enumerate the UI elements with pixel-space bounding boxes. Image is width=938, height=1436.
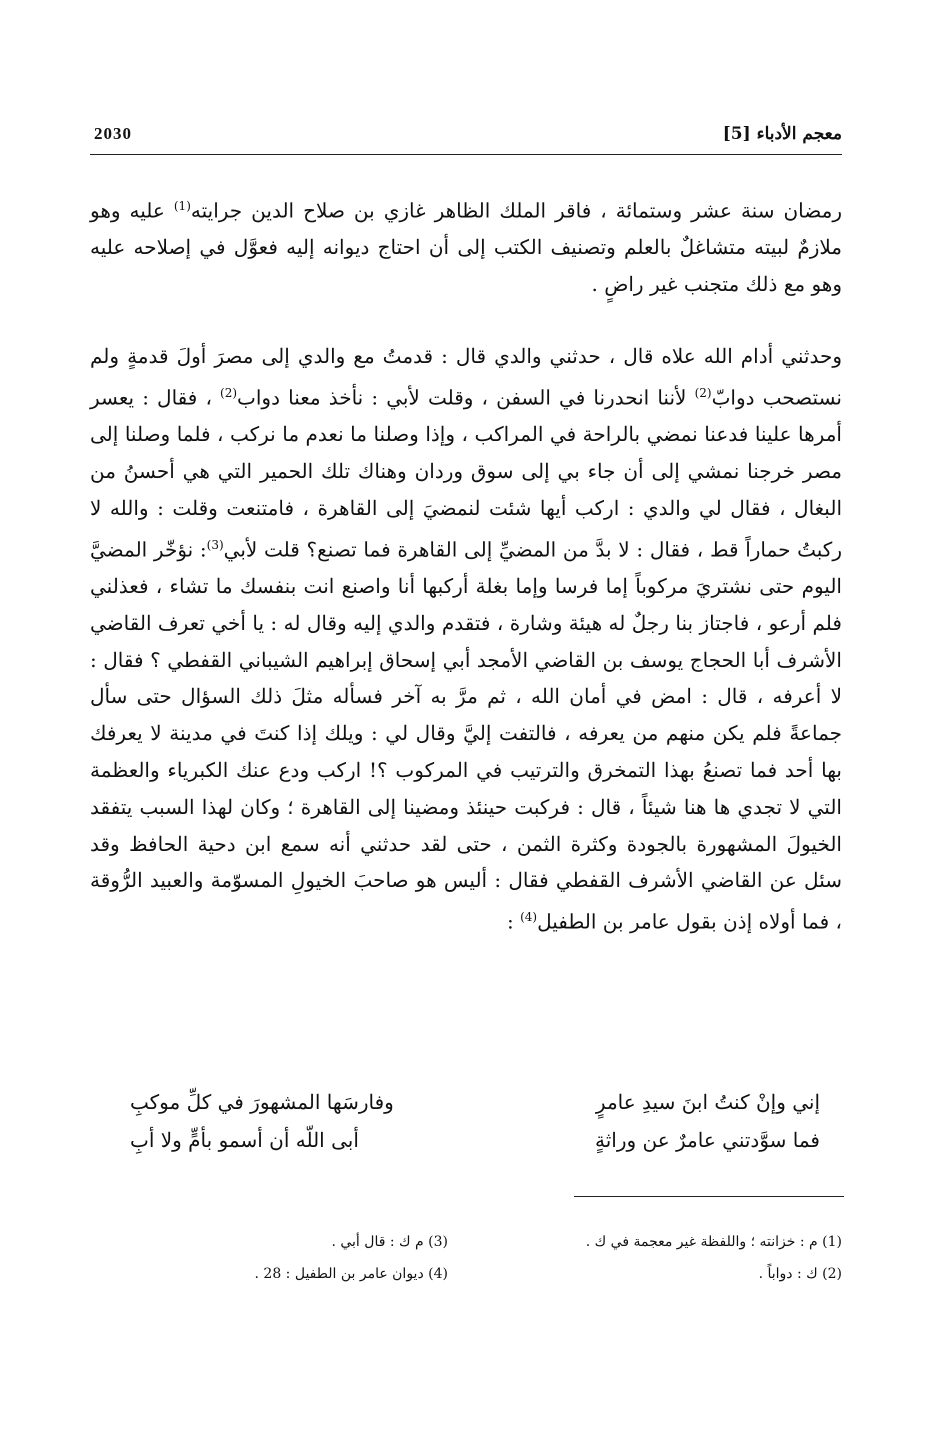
footnote-ref-2b: (2) (220, 385, 238, 400)
footnote-1 (586, 1234, 842, 1250)
footnote-label: (1) (822, 1234, 842, 1250)
page-header (90, 118, 842, 155)
text-segment: : (506, 909, 521, 934)
text-segment: : نؤخّر المضيَّ اليوم حتى نشتريَ مركوباً إما فرسا وإما بغلة أركبها أنا واصنع انت بنفسك ما تشاء ، فعذلني فلم أرعو ، فاجتاز بنا رجلٌ له هيئة وشارة ، فتقدم والدي إليه وقال له : يا أخي تعرف القاضي الأشرف أبا الحجاج يوسف بن القاضي الأمجد أبي إسحاق إبراهيم الشيباني القفطي ؟ فقال : لا أعرفه ، قال : امض في أمان الله ، ثم مرَّ به آخر فسأله مثلَ ذلك السؤال حتى سأل جماعةً فلم يكن منهم من يعرفه ، فالتفت إليَّ وقال لي : ويلك إذا كنتَ في مدينة لا يعرفك بها أحد فما تصنعُ بهذا التمخرق والترتيب في المركوب ؟! اركب ودع عنك الكبرياء والعظمة التي لا تجدي ها هنا شيئاً ، قال : فركبت حينئذ ومضينا إلى القاهرة ؛ وكان لهذا السبب يتفقد الخيولَ المشهورة بالجودة وكثرة الثمن ، حتى لقد حدثني أنه سمع ابن دحية الحافظ وقد سئل عن القاضي الأشرف القفطي فقال : أليس هو صاحبَ الخيولِ المسوّمة والعبيد الرُّوقة ، فما أولاه إذن بقول عامر بن الطفيل (90, 537, 843, 934)
footnote-2 (759, 1266, 842, 1282)
footnote-text: ديوان عامر بن الطفيل : 28 . (254, 1266, 424, 1282)
footnote-ref-4: (4) (520, 910, 538, 925)
page-number: 2030 (94, 124, 132, 143)
paragraph-1 (90, 188, 842, 303)
text-segment: وحدثني أدام الله علاه قال ، حدثني والدي قال : قدمتُ مع والدي إلى مصرَ أولَ قدمةٍ ولم نستصحب دوابّ (90, 344, 842, 410)
footnote-label: (2) (822, 1266, 842, 1282)
verse-first-hemistich: إني وإنْ كنتُ ابنَ سيدِ عامرٍ (595, 1090, 820, 1114)
footnote-divider (574, 1196, 844, 1197)
poem-verse-1 (130, 1090, 820, 1124)
text-segment: لأننا انحدرنا في السفن ، وقلت لأبي : نأخذ معنا دواب (237, 385, 695, 410)
footnote-ref-2: (2) (694, 385, 712, 400)
verse-second-hemistich: أبى اللّه أن أسمو بأمٍّ ولا أبِ (130, 1128, 359, 1152)
footnote-text: ك : دواباً . (758, 1266, 818, 1282)
text-segment: رمضان سنة عشر وستمائة ، فاقر الملك الظاهر غازي بن صلاح الدين جرايته (190, 198, 842, 223)
footnote-4 (255, 1266, 449, 1282)
poem-verse-2 (130, 1128, 820, 1162)
footnote-ref-1: (1) (173, 199, 191, 213)
footnote-3 (331, 1234, 448, 1250)
paragraph-2 (90, 338, 842, 941)
text-segment: عليه وهو ملازمٌ لبيته متشاغلٌ بالعلم وتصنيف الكتب إلى أن احتاج ديوانه إليه فعوَّل في إصلاحه عليه وهو مع ذلك متجنب غير راضٍ . (90, 198, 843, 297)
running-title: معجم الأدباء [5] (722, 124, 842, 144)
text-segment: ، فقال : يعسر أمرها علينا فدعنا نمضي بالراحة في المراكب ، وإذا وصلنا ما نعدم ما نركب ، فلما وصلنا إلى مصر خرجنا نمشي إلى أن جاء بي إلى سوق وردان وهناك تلك الحمير التي هي أحسنُ من البغال ، فقال لي والدي : اركب أيها شئت لنمضيَ إلى القاهرة ، فامتنعت وقلت : والله لا ركبتُ حماراً قط ، فقال : لا بدَّ من المضيِّ إلى القاهرة فما تصنع؟ قلت لأبي (90, 385, 842, 562)
verse-first-hemistich: فما سوَّدتني عامرٌ عن وراثةٍ (594, 1128, 820, 1152)
footnote-label: (4) (428, 1266, 448, 1282)
footnote-text: م : خزانته ؛ واللفظة غير معجمة في ك . (585, 1234, 818, 1250)
footnote-text: م ك : قال أبي . (331, 1234, 424, 1250)
verse-second-hemistich: وفارسَها المشهورَ في كلِّ موكبِ (130, 1090, 394, 1114)
footnote-label: (3) (428, 1234, 448, 1250)
footnote-ref-3: (3) (206, 537, 224, 552)
